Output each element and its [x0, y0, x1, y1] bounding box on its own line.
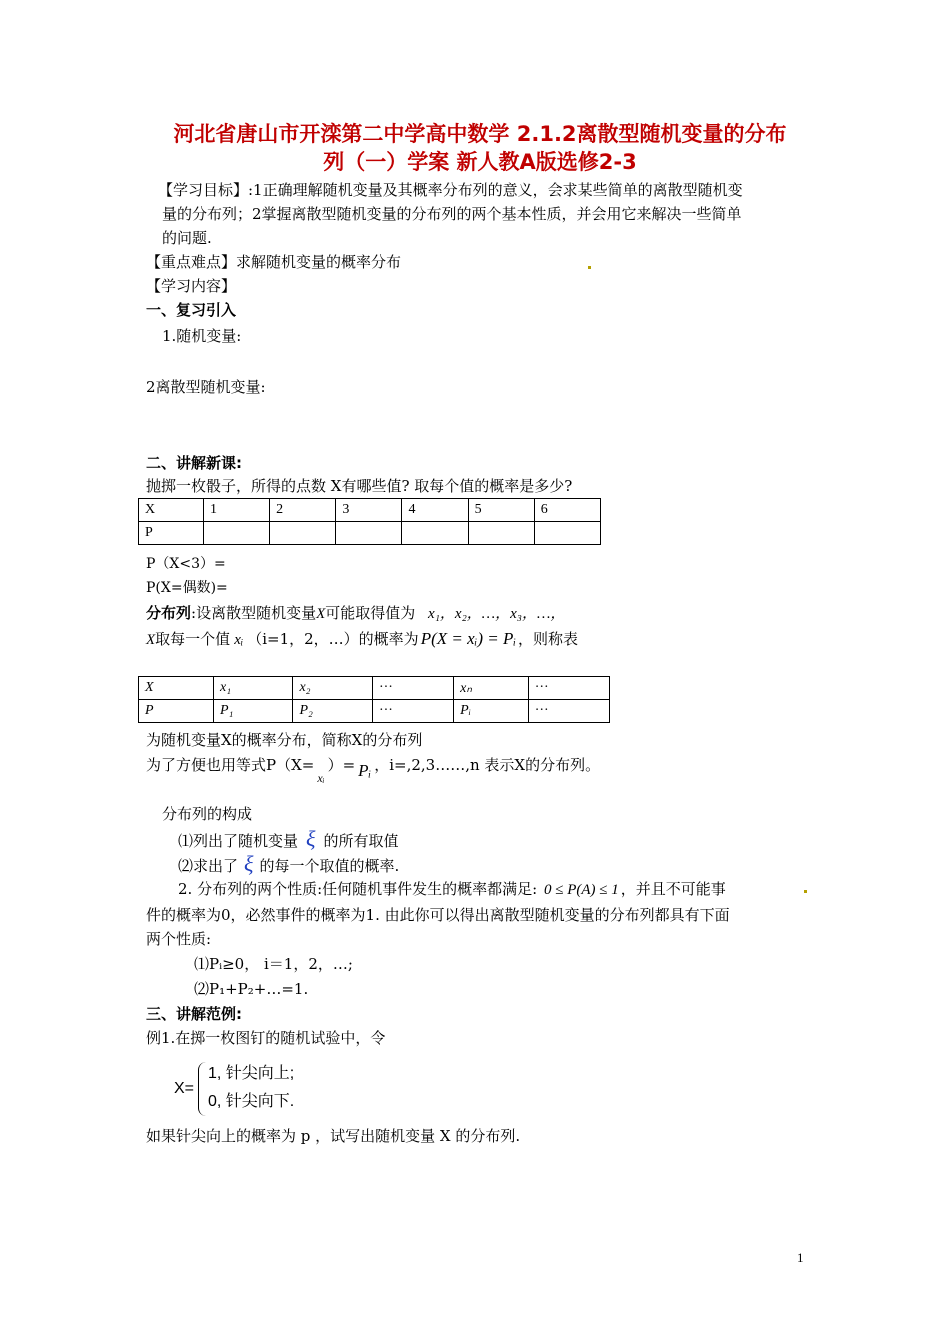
- dice-table: [138, 498, 601, 545]
- notation-line: [146, 755, 600, 788]
- objectives-line1: 【学习目标】:1正确理解随机变量及其概率分布列的意义，会求某些简单的离散型随机变: [158, 181, 743, 199]
- var-x: X: [146, 632, 156, 648]
- piecewise-x: X=: [174, 1080, 195, 1097]
- properties-line1: [178, 879, 726, 900]
- artifact-dot: [588, 266, 591, 269]
- section1-item1: 1.随机变量:: [162, 327, 242, 345]
- table-cell: x₁: [214, 677, 293, 700]
- table-cell: 4: [402, 499, 468, 522]
- table-cell: [270, 522, 336, 545]
- composition-item1: [178, 826, 399, 851]
- xi-symbol: ξ: [306, 826, 316, 851]
- pi-value: Pᵢ: [358, 761, 372, 780]
- value-list: x₁，x₂，…，x₃，…，: [428, 606, 566, 622]
- objectives-line2: 量的分布列；2掌握离散型随机变量的分布列的两个基本性质，并会用它来解决一些简单: [162, 205, 742, 223]
- section1-heading: 一、复习引入: [146, 301, 237, 319]
- distribution-note: 为随机变量X的概率分布，简称X的分布列: [146, 731, 423, 749]
- table-cell: xₙ: [454, 677, 529, 700]
- page-title-line1: 河北省唐山市开滦第二中学高中数学 2.1.2离散型随机变量的分布: [173, 122, 787, 146]
- p-even: P(X=偶数)=: [146, 580, 228, 596]
- section2-heading: 二、讲解新课:: [146, 454, 242, 472]
- example-1: 例1.在掷一枚图钉的随机试验中，令: [146, 1029, 386, 1047]
- table-row: [139, 522, 601, 545]
- dice-question: 抛掷一枚骰子，所得的点数 X有哪些值? 取每个值的概率是多少?: [146, 477, 573, 495]
- table-row: [139, 700, 610, 723]
- table-cell: 3: [336, 499, 402, 522]
- table-cell: P₂: [293, 700, 372, 723]
- p-less-than-3: P（X<3）=: [146, 556, 226, 572]
- table-cell: Pᵢ: [454, 700, 529, 723]
- definition-text1: :设离散型随机变量: [191, 604, 317, 622]
- property-1: ⑴Pᵢ≥0， i＝1，2，…;: [194, 955, 353, 973]
- piecewise-case2: 0, 针尖向下.: [208, 1093, 295, 1110]
- page-number: 1: [797, 1250, 804, 1265]
- definition-text3: 取每一个值: [155, 630, 231, 648]
- page-title-line2: 列（一）学案 新人教A版选修2-3: [323, 150, 637, 174]
- table-cell: [204, 522, 270, 545]
- table-cell: P: [139, 522, 204, 545]
- xi-value: xᵢ: [234, 632, 244, 648]
- composition-item2: [178, 851, 400, 876]
- section3-heading: 三、讲解范例:: [146, 1005, 242, 1023]
- definition-line1: [146, 603, 565, 624]
- table-cell: 1: [204, 499, 270, 522]
- probability-formula: P(X = xᵢ) = Pᵢ: [420, 629, 517, 648]
- xi-symbol: ξ: [244, 851, 254, 876]
- table-cell: 5: [468, 499, 534, 522]
- xi-value: xᵢ: [317, 771, 325, 785]
- artifact-dot: [804, 890, 807, 893]
- table-cell: [468, 522, 534, 545]
- composition-item1-text: ⑴列出了随机变量: [178, 832, 299, 850]
- composition-item2-text: ⑵求出了: [178, 857, 239, 875]
- probability-inequality: 0 ≤ P(A) ≤ 1: [543, 882, 619, 898]
- table-cell: ···: [372, 677, 453, 700]
- section1-item2: 2离散型随机变量:: [146, 378, 266, 396]
- distribution-table: [138, 676, 610, 723]
- definition-text5: ，则称表: [518, 630, 579, 648]
- notation-text3: ，i=,2,3……,n 表示X的分布列。: [374, 756, 601, 774]
- composition-item1-end: 的所有取值: [323, 832, 399, 850]
- notation-text2: ）=: [327, 756, 356, 774]
- table-cell: X: [139, 499, 204, 522]
- table-cell: P: [139, 700, 214, 723]
- properties-text: 2. 分布列的两个性质:任何随机事件发生的概率都满足:: [178, 880, 538, 898]
- properties-text-end: ，并且不可能事: [620, 880, 726, 898]
- table-row: [139, 499, 601, 522]
- table-cell: P₁: [214, 700, 293, 723]
- definition-line2: [146, 629, 578, 650]
- composition-item2-end: 的每一个取值的概率.: [259, 857, 400, 875]
- table-cell: x₂: [293, 677, 372, 700]
- definition-text2: 可能取得值为: [325, 604, 416, 622]
- table-cell: [534, 522, 600, 545]
- definition-label: 分布列: [146, 604, 192, 622]
- table-cell: ···: [372, 700, 453, 723]
- properties-line3: 两个性质:: [146, 930, 212, 948]
- content-label: 【学习内容】: [146, 277, 237, 295]
- piecewise-case1: 1, 针尖向上;: [208, 1065, 295, 1082]
- example-question: 如果针尖向上的概率为 p ，试写出随机变量 X 的分布列.: [146, 1127, 521, 1145]
- table-cell: 6: [534, 499, 600, 522]
- notation-text1: 为了方便也用等式P（X=: [146, 756, 315, 774]
- properties-line2: 件的概率为0，必然事件的概率为1. 由此你可以得出离散型随机变量的分布列都具有下面: [146, 906, 730, 924]
- table-cell: [336, 522, 402, 545]
- definition-text4: （i=1，2，…）的概率为: [247, 630, 419, 648]
- table-cell: ···: [528, 700, 609, 723]
- table-row: [139, 677, 610, 700]
- table-cell: [402, 522, 468, 545]
- property-2: ⑵P₁+P₂+…=1.: [194, 980, 309, 998]
- key-points: 【重点难点】求解随机变量的概率分布: [146, 253, 402, 271]
- table-cell: 2: [270, 499, 336, 522]
- composition-heading: 分布列的构成: [162, 805, 253, 823]
- var-x: X: [316, 606, 326, 622]
- objectives-line3: 的问题.: [162, 229, 212, 247]
- table-cell: ···: [528, 677, 609, 700]
- table-cell: X: [139, 677, 214, 700]
- brace-icon: [198, 1062, 207, 1116]
